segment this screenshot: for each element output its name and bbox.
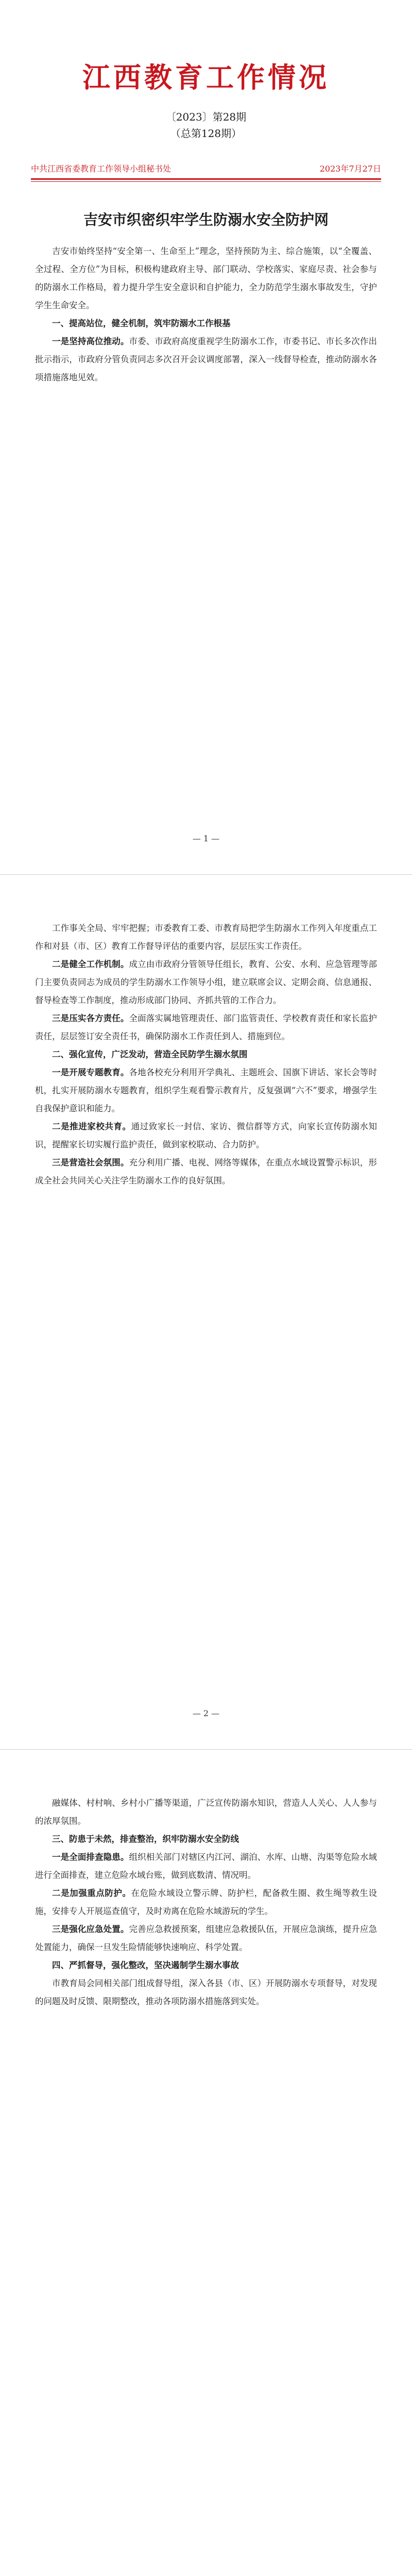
- paragraph-text: 成立由市政府分管领导任组长，教育、公安、水利、应急管理等部门主要负责同志为成员的学生防溺水工作领导小组，建立联席会议、定期会商、信息通报、督导检查等工作制度，推动形成部门协同、齐抓共管的工作合力。: [35, 959, 377, 1005]
- issue-number: 〔2023〕第28期: [165, 110, 247, 123]
- meta-row: [31, 162, 381, 174]
- paragraph-text: 全面落实属地管理责任、部门监管责任、学校教育责任和家长监护责任，层层签订安全责任书，确保防溺水工作责任到人、措施到位。: [35, 1013, 377, 1041]
- lead-text: 二是加强重点防护。: [52, 1888, 131, 1898]
- paragraph: 市教育局会同相关部门组成督导组，深入各县（市、区）开展防溺水专项督导，对发现的问题及时反馈、限期整改，推动各项防溺水措施落到实处。: [35, 1978, 377, 2006]
- paragraph: 融媒体、村村响、乡村小广播等渠道，广泛宣传防溺水知识，营造人人关心、人人参与的浓厚氛围。: [35, 1798, 377, 1826]
- masthead: [0, 0, 412, 94]
- article-body-page-2: [35, 919, 377, 1190]
- paragraph-text: 通过致家长一封信、家访、微信群等方式，向家长宣传防溺水知识，提醒家长切实履行监护责任，做到家校联动、合力防护。: [35, 1122, 377, 1149]
- document-page-1: [0, 0, 412, 874]
- document-page-3: [0, 1750, 412, 2576]
- paragraph: [35, 1154, 377, 1190]
- paragraph: [35, 332, 377, 386]
- total-issue: （总第128期）: [170, 127, 242, 140]
- lead-text: 一是全面排查隐患。: [52, 1852, 129, 1862]
- section-heading-3: 三、防患于未然，排查整治，织牢防溺水安全防线: [52, 1834, 239, 1844]
- paragraph: [35, 1009, 377, 1045]
- publish-date: 2023年7月27日: [319, 163, 381, 174]
- paragraph: [35, 955, 377, 1009]
- section-heading-2: 二、强化宣传，广泛发动，营造全民防学生溺水氛围: [52, 1049, 248, 1059]
- section-heading-1: 一、提高站位，健全机制，筑牢防溺水工作根基: [52, 318, 231, 328]
- issue-info: [0, 109, 412, 142]
- lead-text: 三是强化应急处置。: [52, 1924, 129, 1934]
- paragraph: 工作事关全局、牢牢把握；市委教育工委、市教育局把学生防溺水工作列入年度重点工作和对县（市、区）教育工作督导评估的重要内容，层层压实工作责任。: [35, 923, 377, 951]
- paragraph: [35, 1063, 377, 1117]
- paragraph-text: 各地各校充分利用开学典礼、主题班会、国旗下讲话、家长会等时机，扎实开展防溺水专题教育，组织学生观看警示教育片，反复强调“六不”要求，增强学生自我保护意识和能力。: [35, 1067, 377, 1113]
- article-title: 吉安市织密织牢学生防溺水安全防护网: [83, 211, 329, 228]
- page-number: — 1 —: [192, 834, 220, 843]
- paragraph-text: 市委、市政府高度重视学生防溺水工作，市委书记、市长多次作出批示指示，市政府分管负责同志多次召开会议调度部署，深入一线督导检查，推动防溺水各项措施落地见效。: [35, 336, 377, 382]
- paragraph: [35, 1117, 377, 1154]
- section-heading-4: 四、严抓督导，强化整改，坚决遏制学生溺水事故: [52, 1960, 239, 1970]
- lead-text: 二是推进家校共育。: [52, 1122, 131, 1131]
- lead-text: 三是压实各方责任。: [52, 1013, 129, 1023]
- paragraph-text: 完善应急救援预案，组建应急救援队伍，开展应急演练，提升应急处置能力，确保一旦发生险情能够快速响应、科学处置。: [35, 1924, 377, 1952]
- masthead-title: 江西教育工作情况: [82, 61, 330, 94]
- paragraph: [35, 1920, 377, 1956]
- article-body-page-3: [35, 1794, 377, 2010]
- paragraph: [35, 1884, 377, 1920]
- intro-paragraph: 吉安市始终坚持“安全第一、生命至上”理念，坚持预防为主、综合施策，以“全覆盖、全过程、全方位”为目标，积极构建政府主导、部门联动、学校落实、家庭尽责、社会参与的防溺水工作格局，着力提升学生安全意识和自护能力，全力防范学生溺水事故发生，守护学生生命安全。: [35, 246, 377, 310]
- paragraph-text: 充分利用广播、电视、网络等媒体，在重点水域设置警示标识，形成全社会共同关心关注学生防溺水工作的良好氛围。: [35, 1158, 377, 1185]
- article-body-page-1: [35, 242, 377, 386]
- red-divider-thin: [31, 181, 381, 182]
- paragraph-text: 在危险水域设立警示牌、防护栏，配备救生圈、救生绳等救生设施，安排专人开展巡查值守，及时劝离在危险水域游玩的学生。: [35, 1888, 377, 1916]
- lead-text: 一是开展专题教育。: [52, 1067, 129, 1077]
- lead-text: 三是营造社会氛围。: [52, 1158, 129, 1167]
- lead-text: 二是健全工作机制。: [52, 959, 129, 969]
- page-number: — 2 —: [192, 1708, 220, 1718]
- lead-text: 一是坚持高位推动。: [52, 336, 129, 346]
- paragraph-text: 组织相关部门对辖区内江河、湖泊、水库、山塘、沟渠等危险水域进行全面排查，建立危险水域台账，做到底数清、情况明。: [35, 1852, 377, 1880]
- paragraph: [35, 1848, 377, 1884]
- red-divider: [31, 178, 381, 180]
- document-page-2: [0, 875, 412, 1749]
- publisher: 中共江西省委教育工作领导小组秘书处: [31, 163, 171, 174]
